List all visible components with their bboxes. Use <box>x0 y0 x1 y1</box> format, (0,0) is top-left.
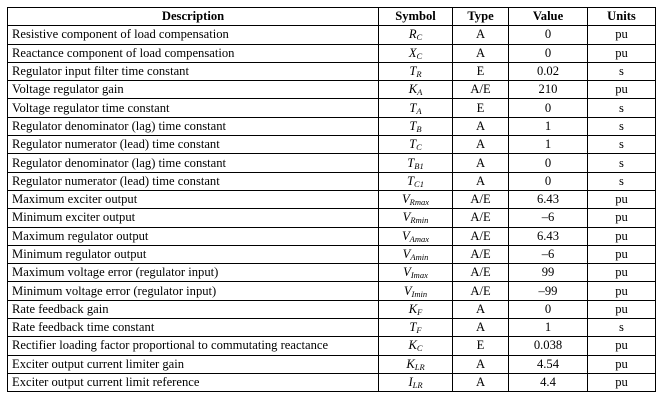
description-cell: Regulator denominator (lag) time constant <box>8 117 379 135</box>
symbol-subscript: F <box>416 325 422 336</box>
symbol-cell <box>379 190 453 208</box>
symbol-cell <box>379 62 453 80</box>
units-cell: pu <box>588 44 656 62</box>
symbol-subscript: C <box>416 142 422 153</box>
symbol-cell <box>379 44 453 62</box>
symbol-base: V <box>403 283 412 298</box>
type-cell: A/E <box>453 264 509 282</box>
symbol-cell <box>379 154 453 172</box>
type-cell: A/E <box>453 190 509 208</box>
units-cell: pu <box>588 227 656 245</box>
value-cell: –99 <box>509 282 588 300</box>
header-symbol: Symbol <box>379 8 453 26</box>
symbol-subscript: Imax <box>410 270 428 281</box>
table-row <box>8 26 656 44</box>
description-cell: Minimum voltage error (regulator input) <box>8 282 379 300</box>
symbol-subscript: LR <box>412 380 423 391</box>
table-row <box>8 373 656 391</box>
units-cell: s <box>588 117 656 135</box>
symbol-base: R <box>408 27 417 42</box>
symbol-base: V <box>401 192 410 207</box>
symbol-base: T <box>409 64 417 79</box>
table-row <box>8 99 656 117</box>
units-cell: pu <box>588 300 656 318</box>
symbol-subscript: LR <box>414 361 425 372</box>
header-units: Units <box>588 8 656 26</box>
type-cell: A <box>453 373 509 391</box>
symbol-subscript: Amax <box>409 233 430 244</box>
units-cell: pu <box>588 209 656 227</box>
type-cell: A <box>453 26 509 44</box>
units-cell: pu <box>588 337 656 355</box>
description-cell: Rate feedback time constant <box>8 319 379 337</box>
symbol-subscript: A <box>416 105 422 116</box>
symbol-base: T <box>409 100 417 115</box>
symbol-cell <box>379 264 453 282</box>
table-body <box>8 26 656 392</box>
value-cell: 6.43 <box>509 190 588 208</box>
type-cell: A/E <box>453 282 509 300</box>
parameter-table <box>7 7 656 392</box>
symbol-cell <box>379 136 453 154</box>
symbol-base: T <box>409 118 417 133</box>
value-cell: 0 <box>509 26 588 44</box>
units-cell: s <box>588 62 656 80</box>
description-cell: Regulator numerator (lead) time constant <box>8 136 379 154</box>
description-cell: Rectifier loading factor proportional to commutating reactance <box>8 337 379 355</box>
value-cell: 0 <box>509 44 588 62</box>
symbol-base: K <box>408 82 418 97</box>
value-cell: 6.43 <box>509 227 588 245</box>
description-cell: Maximum exciter output <box>8 190 379 208</box>
description-cell: Exciter output current limiter gain <box>8 355 379 373</box>
symbol-base: T <box>409 320 417 335</box>
value-cell: –6 <box>509 245 588 263</box>
value-cell: 1 <box>509 136 588 154</box>
value-cell: 0.038 <box>509 337 588 355</box>
table-row <box>8 264 656 282</box>
symbol-base: K <box>406 356 415 371</box>
symbol-subscript: C <box>416 32 423 43</box>
symbol-subscript: A <box>417 87 423 98</box>
symbol-subscript: C1 <box>414 178 424 189</box>
units-cell: pu <box>588 81 656 99</box>
description-cell: Regulator denominator (lag) time constant <box>8 154 379 172</box>
symbol-base: K <box>408 301 418 316</box>
type-cell: A <box>453 154 509 172</box>
type-cell: A <box>453 172 509 190</box>
header-description: Description <box>8 8 379 26</box>
symbol-base: T <box>409 137 417 152</box>
value-cell: 99 <box>509 264 588 282</box>
value-cell: 0 <box>509 300 588 318</box>
description-cell: Regulator input filter time constant <box>8 62 379 80</box>
value-cell: 0 <box>509 99 588 117</box>
table-row <box>8 355 656 373</box>
type-cell: E <box>453 337 509 355</box>
symbol-base: V <box>401 228 410 243</box>
units-cell: s <box>588 99 656 117</box>
units-cell: s <box>588 172 656 190</box>
symbol-cell <box>379 282 453 300</box>
table-row <box>8 62 656 80</box>
description-cell: Voltage regulator time constant <box>8 99 379 117</box>
description-cell: Maximum voltage error (regulator input) <box>8 264 379 282</box>
symbol-base: T <box>407 173 415 188</box>
symbol-subscript: F <box>417 306 423 317</box>
type-cell: A <box>453 319 509 337</box>
symbol-cell <box>379 337 453 355</box>
description-cell: Reactance component of load compensation <box>8 44 379 62</box>
symbol-base: V <box>403 265 411 280</box>
value-cell: 0 <box>509 154 588 172</box>
type-cell: A/E <box>453 81 509 99</box>
symbol-subscript: B <box>416 123 422 134</box>
symbol-subscript: B1 <box>414 160 424 171</box>
value-cell: 4.4 <box>509 373 588 391</box>
table-row <box>8 190 656 208</box>
description-cell: Regulator numerator (lead) time constant <box>8 172 379 190</box>
header-row <box>8 8 656 26</box>
units-cell: pu <box>588 190 656 208</box>
units-cell: pu <box>588 282 656 300</box>
type-cell: A/E <box>453 227 509 245</box>
description-cell: Voltage regulator gain <box>8 81 379 99</box>
symbol-subscript: Rmin <box>410 215 429 226</box>
units-cell: pu <box>588 373 656 391</box>
value-cell: 0.02 <box>509 62 588 80</box>
table-row <box>8 319 656 337</box>
symbol-subscript: Imin <box>411 288 428 299</box>
description-cell: Rate feedback gain <box>8 300 379 318</box>
type-cell: A <box>453 136 509 154</box>
value-cell: 1 <box>509 319 588 337</box>
symbol-base: V <box>402 247 411 261</box>
description-cell: Minimum exciter output <box>8 209 379 227</box>
symbol-subscript: Amin <box>410 252 429 262</box>
symbol-subscript: Rmax <box>409 197 430 208</box>
symbol-cell <box>379 300 453 318</box>
value-cell: 210 <box>509 81 588 99</box>
type-cell: A <box>453 117 509 135</box>
value-cell: 4.54 <box>509 355 588 373</box>
type-cell: E <box>453 62 509 80</box>
table-row <box>8 209 656 227</box>
type-cell: A/E <box>453 209 509 227</box>
units-cell: s <box>588 136 656 154</box>
table-row <box>8 172 656 190</box>
description-cell: Maximum regulator output <box>8 227 379 245</box>
symbol-base: I <box>408 375 413 390</box>
table-row <box>8 136 656 154</box>
symbol-base: K <box>408 338 417 353</box>
header-type: Type <box>453 8 509 26</box>
type-cell: A <box>453 300 509 318</box>
table-row <box>8 81 656 99</box>
table-row <box>8 300 656 318</box>
symbol-cell <box>379 355 453 373</box>
table-row <box>8 245 656 263</box>
symbol-subscript: C <box>416 50 423 61</box>
table-row <box>8 154 656 172</box>
symbol-cell <box>379 81 453 99</box>
symbol-cell <box>379 26 453 44</box>
symbol-cell <box>379 172 453 190</box>
table-row <box>8 117 656 135</box>
table-row <box>8 337 656 355</box>
value-cell: 0 <box>509 172 588 190</box>
symbol-cell <box>379 373 453 391</box>
symbol-cell <box>379 319 453 337</box>
value-cell: –6 <box>509 209 588 227</box>
description-cell: Exciter output current limit reference <box>8 373 379 391</box>
table-row <box>8 44 656 62</box>
units-cell: pu <box>588 26 656 44</box>
table-row <box>8 282 656 300</box>
units-cell: s <box>588 154 656 172</box>
table-row <box>8 227 656 245</box>
units-cell: pu <box>588 245 656 263</box>
header-value: Value <box>509 8 588 26</box>
symbol-cell <box>379 209 453 227</box>
symbol-subscript: R <box>416 69 422 80</box>
value-cell: 1 <box>509 117 588 135</box>
symbol-cell <box>379 227 453 245</box>
symbol-base: T <box>407 155 415 170</box>
symbol-subscript: C <box>416 343 423 354</box>
description-cell: Resistive component of load compensation <box>8 26 379 44</box>
symbol-base: V <box>402 210 411 225</box>
units-cell: s <box>588 319 656 337</box>
type-cell: A <box>453 355 509 373</box>
type-cell: A <box>453 44 509 62</box>
units-cell: pu <box>588 264 656 282</box>
type-cell: E <box>453 99 509 117</box>
units-cell: pu <box>588 355 656 373</box>
description-cell: Minimum regulator output <box>8 245 379 263</box>
symbol-base: X <box>408 45 417 60</box>
type-cell: A/E <box>453 245 509 263</box>
symbol-cell <box>379 245 453 263</box>
symbol-cell <box>379 99 453 117</box>
symbol-cell <box>379 117 453 135</box>
